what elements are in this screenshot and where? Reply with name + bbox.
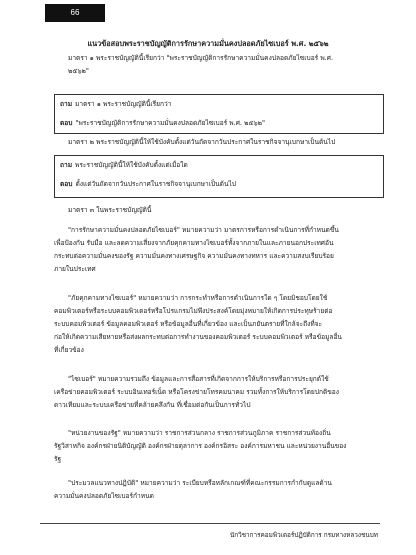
qa-question-2 — [60, 159, 377, 172]
qa-answer-2 — [60, 178, 377, 191]
question-text: พระราชบัญญัตินี้ให้ใช้บังคับตั้งแต่เมื่อใด — [75, 161, 188, 169]
definition-state-agency: "หน่วยงานของรัฐ" หมายความว่า ราชการส่วนกลาง ราชการส่วนภูมิภาค ราชการส่วนท้องถิ่น รัฐวิสาหกิจ องค์กรฝ่ายนิติบัญญัติ องค์กรฝ่ายตุลาการ องค์กรอิสระ องค์การมหาชน และหน่วยงานอื่นของ รัฐ — [54, 429, 347, 463]
footer-divider — [40, 523, 380, 524]
section-3-text: มาตรา ๓ ในพระราชบัญญัตินี้ — [68, 206, 152, 214]
definition-cybersecurity: "การรักษาความมั่นคงปลอดภัยไซเบอร์" หมายความว่า มาตรการหรือการดำเนินการที่กำหนดขึ้น เพื่อป้องกัน รับมือ และลดความเสี่ยงจากภัยคุกคามทางไซเบอร์ทั้งจากภายในและภายนอกประเทศอัน กระทบต่อความมั่นคงของรัฐ ความมั่นคงทางเศรษฐกิจ ความมั่นคงทางทหาร และความสงบเรียบร้อย ภายในประเทศ — [54, 226, 339, 273]
definition-cyber-threat: "ภัยคุกคามทางไซเบอร์" หมายความว่า การกระทำหรือการดำเนินการใด ๆ โดยมิชอบโดยใช้ คอมพิวเตอร์หรือระบบคอมพิวเตอร์หรือโปรแกรมไม่พึงประสงค์โดยมุ่งหมายให้เกิดการประทุษร้ายต่อ ระบบคอมพิวเตอร์ ข้อมูลคอมพิวเตอร์ หรือข้อมูลอื่นที่เกี่ยวข้อง และเป็นภยันตรายที่ใกล้จะถึงที่จะ ก่อให้เกิดความเสียหายหรือส่งผลกระทบต่อการทำงานของคอมพิวเตอร์ ระบบคอมพิวเตอร์ หรือข้อมูลอื่น ที่เกี่ยวข้อง — [54, 294, 342, 354]
page-number: 66 — [70, 8, 80, 17]
answer-text: "พระราชบัญญัติการรักษาความมั่นคงปลอดภัยไซเบอร์ พ.ศ. ๒๕๖๒" — [75, 119, 266, 127]
qa-box-2 — [54, 155, 384, 198]
definition-cyber: "ไซเบอร์" หมายความรวมถึง ข้อมูลและการสื่อสารที่เกิดจากการให้บริการหรือการประยุกต์ใช้ เครือข่ายคอมพิวเตอร์ ระบบอินเทอร์เน็ต หรือโครงข่ายโทรคมนาคม รวมทั้งการให้บริการโดยปกติของ ดาวเทียมและระบบเครือข่ายที่คล้ายคลึงกัน ที่เชื่อมต่อกันเป็นการทั่วไป — [54, 375, 339, 409]
section-2-text: มาตรา ๒ พระราชบัญญัตินี้ให้ใช้บังคับตั้งแต่วันถัดจากวันประกาศในราชกิจจานุเบกษาเป็นต้นไป — [68, 138, 336, 146]
answer-label: ตอบ — [60, 119, 73, 127]
qa-answer-1 — [60, 117, 377, 130]
definition-code-of-practice: "ประมวลแนวทางปฏิบัติ" หมายความว่า ระเบียบหรือหลักเกณฑ์ที่คณะกรรมการกำกับดูแลด้าน ความมั่นคงปลอดภัยไซเบอร์กำหนด — [54, 479, 332, 500]
page-number-tab — [45, 4, 105, 22]
answer-label: ตอบ — [60, 180, 73, 188]
question-text: มาตรา ๑ พระราชบัญญัตินี้เรียกว่า — [75, 100, 172, 108]
section-1-text: มาตรา ๑ พระราชบัญญัตินี้เรียกว่า "พระราชบัญญัติการรักษาความมั่นคงปลอดภัยไซเบอร์ พ.ศ. ๒๕๖๒" — [68, 54, 334, 75]
qa-question-1 — [60, 98, 377, 111]
qa-box-1 — [54, 94, 384, 134]
question-label: ถาม — [60, 161, 73, 169]
answer-text: ตั้งแต่วันถัดจากวันประกาศในราชกิจจานุเบกษาเป็นต้นไป — [75, 180, 236, 188]
page-title: แนวข้อสอบพระราชบัญญัติการรักษาความมั่นคงปลอดภัยไซเบอร์ พ.ศ. ๒๕๖๒ — [87, 39, 329, 48]
question-label: ถาม — [60, 100, 73, 108]
page-footer: นักวิชาการคอมพิวเตอร์ปฏิบัติการ กรมทางหลวงชนบท — [229, 531, 378, 539]
